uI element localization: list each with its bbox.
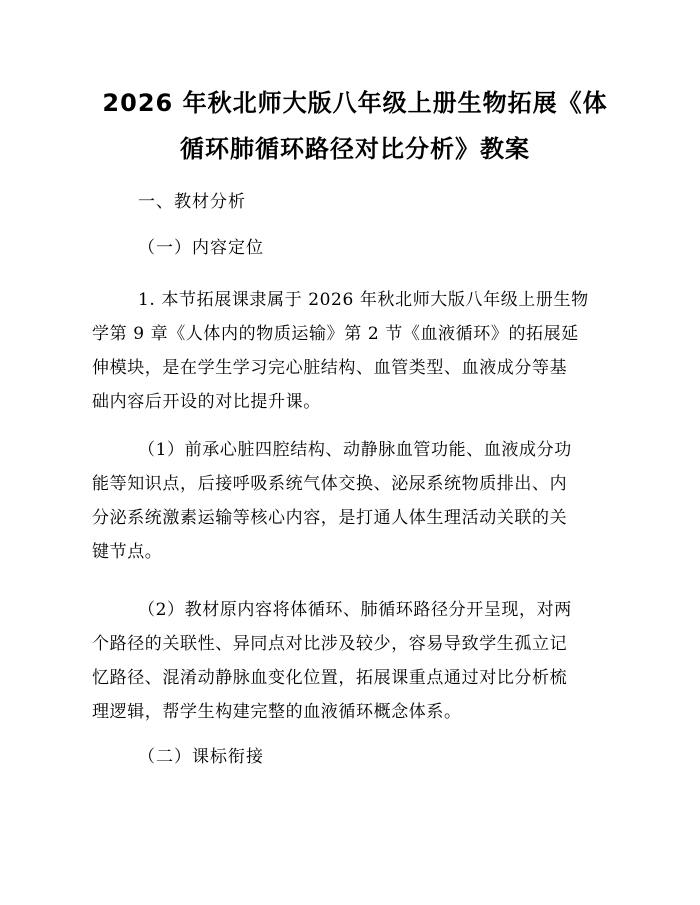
paragraph-2 (92, 433, 612, 569)
paragraph-3 (92, 593, 612, 729)
paragraph-1 (92, 283, 612, 419)
paragraph-1-line-2: 学第 9 章《人体内的物质运输》第 2 节《血液循环》的拓展延 (92, 324, 579, 344)
paragraph-3-line-2: 个路径的关联性、异同点对比涉及较少，容易导致学生孤立记 (92, 634, 568, 654)
subsection-heading-content-positioning: （一）内容定位 (138, 238, 264, 258)
paragraph-3-line-4: 理逻辑，帮学生构建完整的血液循环概念体系。 (92, 702, 462, 722)
paragraph-3-line-1: （2）教材原内容将体循环、肺循环路径分开呈现，对两 (138, 600, 572, 620)
paragraph-1-line-1: 1. 本节拓展课隶属于 2026 年秋北师大版八年级上册生物 (138, 290, 589, 310)
section-heading-textbook-analysis: 一、教材分析 (138, 192, 246, 212)
paragraph-2-line-1: （1）前承心脏四腔结构、动静脉血管功能、血液成分功 (138, 440, 572, 460)
paragraph-2-line-2: 能等知识点，后接呼吸系统气体交换、泌尿系统物质排出、内 (92, 474, 568, 494)
subsection-heading-curriculum-alignment: （二）课标衔接 (138, 747, 264, 767)
paragraph-1-line-4: 础内容后开设的对比提升课。 (92, 392, 321, 412)
document-title-line-2: 循环肺循环路径对比分析》教案 (180, 135, 530, 163)
paragraph-3-line-3: 忆路径、混淆动静脉血变化位置，拓展课重点通过对比分析梳 (92, 668, 568, 688)
paragraph-2-line-4: 键节点。 (92, 542, 163, 562)
paragraph-1-line-3: 伸模块，是在学生学习完心脏结构、血管类型、血液成分等基 (92, 358, 568, 378)
paragraph-2-line-3: 分泌系统激素运输等核心内容，是打通人体生理活动关联的关 (92, 508, 568, 528)
document-title-line-1: 2026 年秋北师大版八年级上册生物拓展《体 (102, 89, 608, 117)
